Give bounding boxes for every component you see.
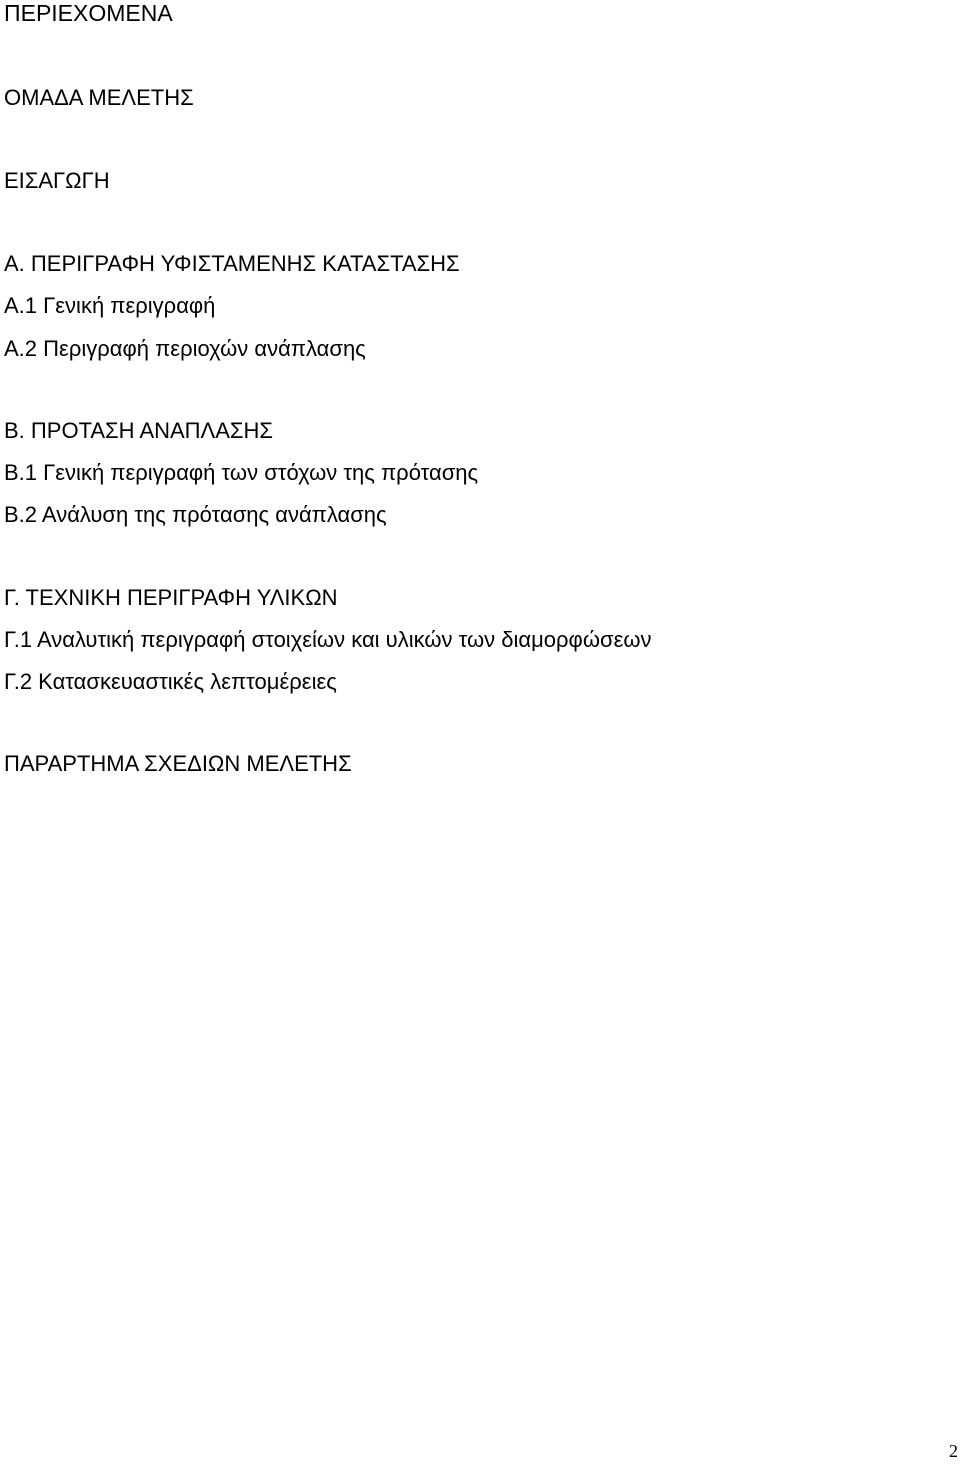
toc-entry-c1: Γ.1 Αναλυτική περιγραφή στοιχείων και υλικών των διαμορφώσεων: [4, 627, 652, 652]
toc-entry-appendix: ΠΑΡΑΡΤΗΜΑ ΣΧΕΔΙΩΝ ΜΕΛΕΤΗΣ: [4, 751, 352, 776]
toc-entry-section-b: Β. ΠΡΟΤΑΣΗ ΑΝΑΠΛΑΣΗΣ: [4, 418, 274, 443]
toc-entry-b1: Β.1 Γενική περιγραφή των στόχων της πρότασης: [4, 460, 479, 485]
toc-title: ΠΕΡΙΕΧΟΜΕΝΑ: [4, 0, 173, 26]
toc-entry-section-c: Γ. ΤΕΧΝΙΚΗ ΠΕΡΙΓΡΑΦΗ ΥΛΙΚΩΝ: [4, 585, 338, 610]
toc-entry-a1: Α.1 Γενική περιγραφή: [4, 293, 216, 318]
toc-entry-a2: Α.2 Περιγραφή περιοχών ανάπλασης: [4, 336, 366, 361]
toc-entry-section-a: Α. ΠΕΡΙΓΡΑΦΗ ΥΦΙΣΤΑΜΕΝΗΣ ΚΑΤΑΣΤΑΣΗΣ: [4, 251, 460, 276]
toc-entry-c2: Γ.2 Κατασκευαστικές λεπτομέρειες: [4, 669, 337, 694]
toc-entry-b2: Β.2 Ανάλυση της πρότασης ανάπλασης: [4, 502, 387, 527]
toc-entry-introduction: ΕΙΣΑΓΩΓΗ: [4, 168, 110, 193]
page-number: 2: [949, 1441, 958, 1461]
toc-entry-study-team: ΟΜΑΔΑ ΜΕΛΕΤΗΣ: [4, 85, 194, 110]
